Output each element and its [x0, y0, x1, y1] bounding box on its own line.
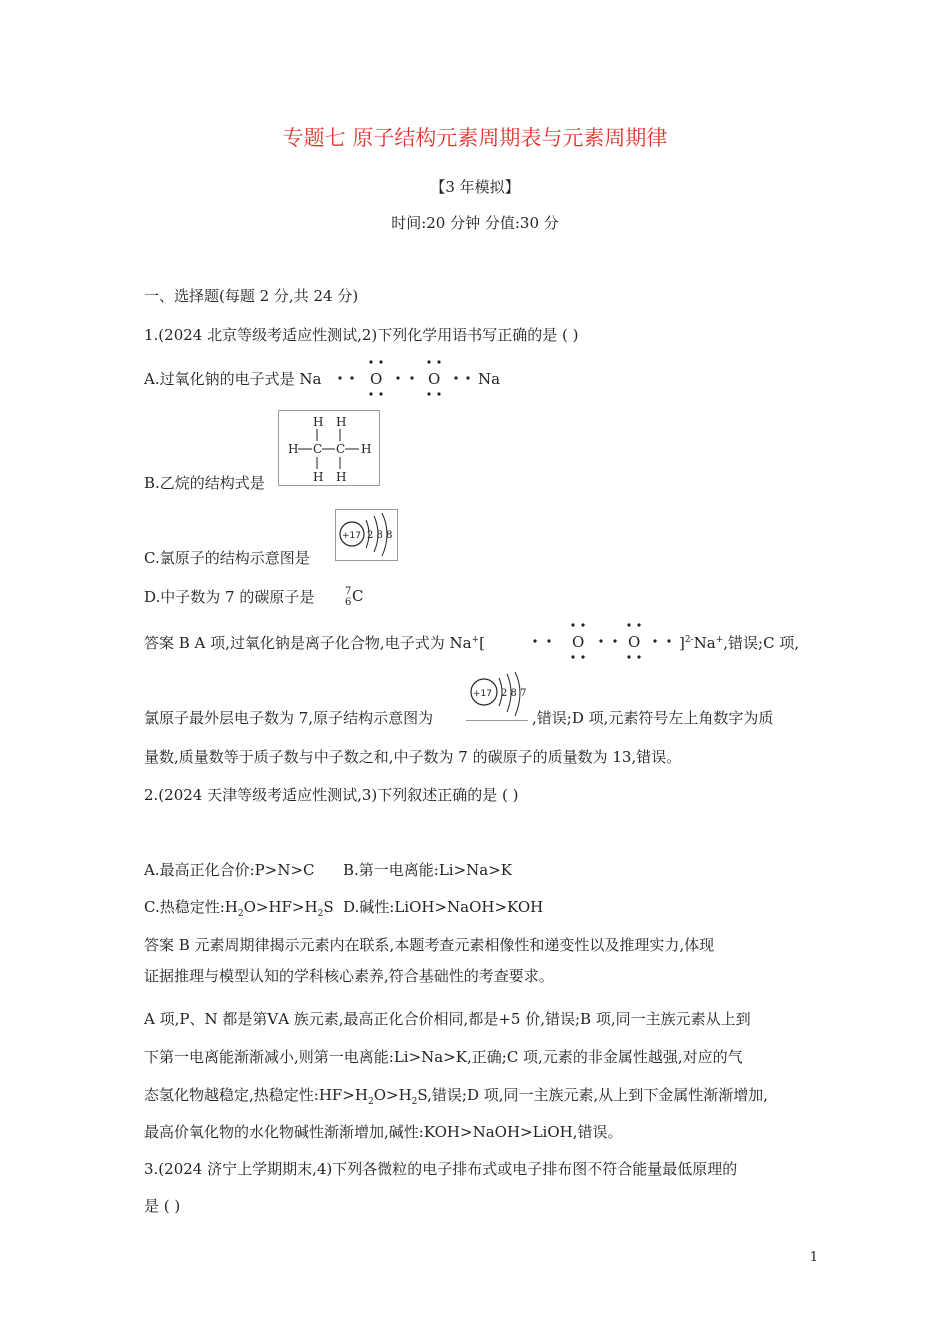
question-1-stem: 1.(2024 北京等级考适应性测试,2)下列化学用语书写正确的是 ( )	[144, 326, 579, 344]
bracket-open: [	[479, 634, 485, 652]
section-heading: 一、选择题(每题 2 分,共 24 分)	[144, 287, 359, 305]
subscript: 2	[237, 909, 244, 919]
chlorine-atom-diagram	[335, 509, 398, 561]
question-1-answer-line-2a: 氯原子最外层电子数为 7,原子结构示意图为	[144, 709, 434, 727]
mass-number: 7	[345, 586, 352, 597]
question-1-option-c: C.氯原子的结构示意图是	[144, 549, 310, 567]
sodium-symbol: Na	[478, 370, 501, 388]
question-2-explanation-line-1: A 项,P、N 都是第ⅤA 族元素,最高正化合价相同,都是+5 价,错误;B 项,同一主族元素从上到	[144, 1010, 751, 1028]
option-c-text: O>HF>H	[243, 898, 318, 916]
bracket-close: ]	[679, 634, 685, 652]
element-symbol: C	[352, 587, 364, 605]
sodium-ion: Na	[693, 634, 716, 652]
question-2-option-b: B.第一电离能:Li>Na>K	[343, 861, 513, 879]
question-2-stem: 2.(2024 天津等级考适应性测试,3)下列叙述正确的是 ( )	[144, 786, 519, 804]
oxygen-symbol-1: O	[370, 370, 383, 388]
question-2-option-a: A.最高正化合价:P>N>C	[144, 861, 315, 879]
chlorine-atom-diagram-answer	[466, 670, 528, 721]
atomic-number: 6	[345, 597, 352, 608]
h-atom: H	[361, 442, 372, 456]
answer-text: 答案 B A 项,过氧化钠是离子化合物,电子式为 Na	[144, 634, 472, 652]
question-1-option-b: B.乙烷的结构式是	[144, 474, 265, 492]
question-1-answer-line-2b: ,错误;D 项,元素符号左上角数字为质	[532, 709, 774, 727]
c-atom: C	[336, 442, 346, 456]
charge-plus: +	[471, 635, 480, 645]
subscript: 2	[411, 1097, 418, 1107]
explanation-text: S,错误;D 项,同一主族元素,从上到下金属性渐渐增加,	[417, 1086, 769, 1104]
question-3-stem-line-1: 3.(2024 济宁上学期期末,4)下列各微粒的电子排布式或电子排布图不符合能量最低原理的	[144, 1160, 738, 1178]
question-2-explanation-line-3	[144, 1085, 768, 1112]
option-a-text: A.过氧化钠的电子式是 Na	[144, 370, 322, 388]
question-1-option-d	[144, 587, 314, 607]
page-number: 1	[809, 1250, 818, 1265]
nucleus-charge: +17	[342, 531, 361, 541]
electron-shells: 2 8 7	[501, 688, 527, 699]
option-d-text: D.中子数为 7 的碳原子是	[144, 588, 315, 606]
subscript: 2	[367, 1097, 374, 1107]
question-1-answer-line-3: 量数,质量数等于质子数与中子数之和,中子数为 7 的碳原子的质量数为 13,错误。	[144, 748, 682, 766]
document-subtitle: 【3 年模拟】	[430, 178, 520, 196]
oxygen-symbol: O	[572, 633, 585, 651]
charge-2minus: 2-	[684, 635, 694, 645]
h-atom: H	[313, 470, 324, 484]
answer-text: ,错误;C 项,	[723, 634, 800, 652]
c-atom: C	[313, 442, 323, 456]
answer-peroxide-dots	[521, 621, 681, 663]
question-2-answer-line-1: 答案 B 元素周期律揭示元素内在联系,本题考查元素相像性和递变性以及推理实力,体现	[144, 936, 715, 954]
question-2-explanation-line-4: 最高价氧化物的水化物碱性渐渐增加,碱性:KOH>NaOH>LiOH,错误。	[144, 1123, 623, 1141]
option-c-text: S	[323, 898, 334, 916]
nucleus-charge: +17	[473, 689, 492, 699]
h-atom: H	[336, 470, 347, 484]
oxygen-symbol-2: O	[428, 370, 441, 388]
explanation-text: O>H	[373, 1086, 412, 1104]
explanation-text: 态氢化物越稳定,热稳定性:HF>H	[144, 1086, 368, 1104]
question-1-option-a	[144, 369, 321, 389]
question-2-explanation-line-2: 下第一电离能渐渐减小,则第一电离能:Li>Na>K,正确;C 项,元素的非金属性越强,对应的气	[144, 1048, 743, 1066]
document-title: 专题七 原子结构元素周期表与元素周期律	[282, 126, 668, 150]
question-3-stem-line-2: 是 ( )	[144, 1197, 181, 1215]
h-atom: H	[313, 415, 324, 429]
oxygen-symbol: O	[628, 633, 641, 651]
charge-plus: +	[715, 635, 724, 645]
time-score-info: 时间:20 分钟 分值:30 分	[391, 214, 559, 232]
subscript: 2	[317, 909, 324, 919]
h-atom: H	[336, 415, 347, 429]
question-2-option-d: D.碱性:LiOH>NaOH>KOH	[343, 898, 544, 916]
question-1-answer-line-1	[144, 630, 485, 653]
ethane-structure-image	[278, 410, 380, 486]
question-1-answer-line-1-end	[679, 630, 799, 653]
question-2-option-c	[144, 897, 334, 924]
question-2-answer-line-2: 证据推理与模型认知的学科核心素养,符合基础性的考查要求。	[144, 967, 554, 985]
sodium-peroxide-electron-formula	[326, 358, 506, 400]
option-c-text: C.热稳定性:H	[144, 898, 238, 916]
h-atom: H	[288, 442, 299, 456]
electron-shells: 2 8 8	[367, 530, 393, 541]
